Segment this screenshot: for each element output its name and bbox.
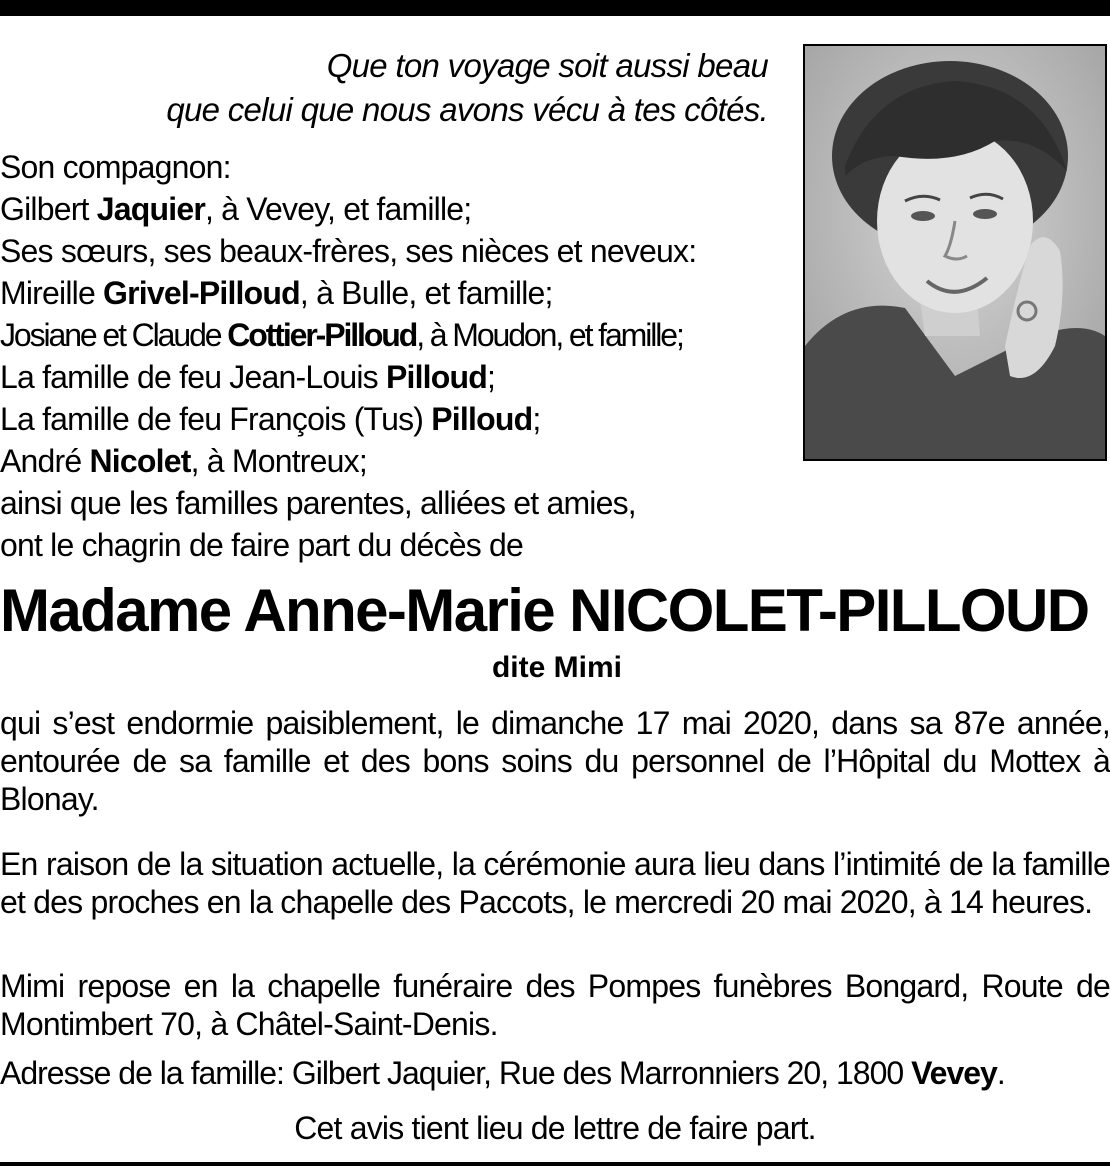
family-line: Gilbert Jaquier, à Vevey, et famille; [0,191,472,227]
quote-line-2: que celui que nous avons vécu à tes côtés. [166,91,768,128]
family-line: ont le chagrin de faire part du décès de [0,527,524,563]
death-paragraph: qui s’est endormie paisiblement, le dimanche 17 mai 2020, dans sa 87e année, entourée de sa famille et des bons soins du personnel de l’Hôpital du Mottex à Blonay. [0,705,1110,817]
family-announcement [0,146,790,566]
quote-line-1: Que ton voyage soit aussi beau [326,47,768,84]
family-line: Josiane et Claude Cottier-Pilloud, à Moudon, et famille; [0,317,683,353]
family-intro: Son compagnon: [0,149,231,185]
family-line: Ses sœurs, ses beaux-frères, ses nièces et neveux: [0,233,697,269]
deceased-nickname: dite Mimi [491,651,622,684]
family-line: ainsi que les familles parentes, alliées et amies, [0,485,636,521]
epitaph-quote [0,44,768,132]
portrait-photo-icon [805,46,1105,459]
family-address: Adresse de la famille: Gilbert Jaquier, Rue des Marronniers 20, 1800 Vevey. [0,1055,1005,1091]
family-line: André Nicolet, à Montreux; [0,443,367,479]
deceased-name: Madame Anne-Marie NICOLET-PILLOUD [0,577,1089,644]
ceremony-paragraph: En raison de la situation actuelle, la cérémonie aura lieu dans l’intimité de la famille et des proches en la chapelle des Paccots, le mercredi 20 mai 2020, à 14 heures. [0,846,1110,920]
top-rule [0,0,1110,16]
family-line: La famille de feu François (Tus) Pilloud; [0,401,541,437]
viewing-paragraph: Mimi repose en la chapelle funéraire des Pompes funèbres Bongard, Route de Montimbert 70, à Châtel-Saint-Denis. [0,968,1110,1042]
portrait-photo [803,44,1107,461]
family-line: La famille de feu Jean-Louis Pilloud; [0,359,496,395]
closing-note: Cet avis tient lieu de lettre de faire part. [294,1110,816,1146]
bottom-rule [0,1162,1110,1166]
family-line: Mireille Grivel-Pilloud, à Bulle, et famille; [0,275,553,311]
